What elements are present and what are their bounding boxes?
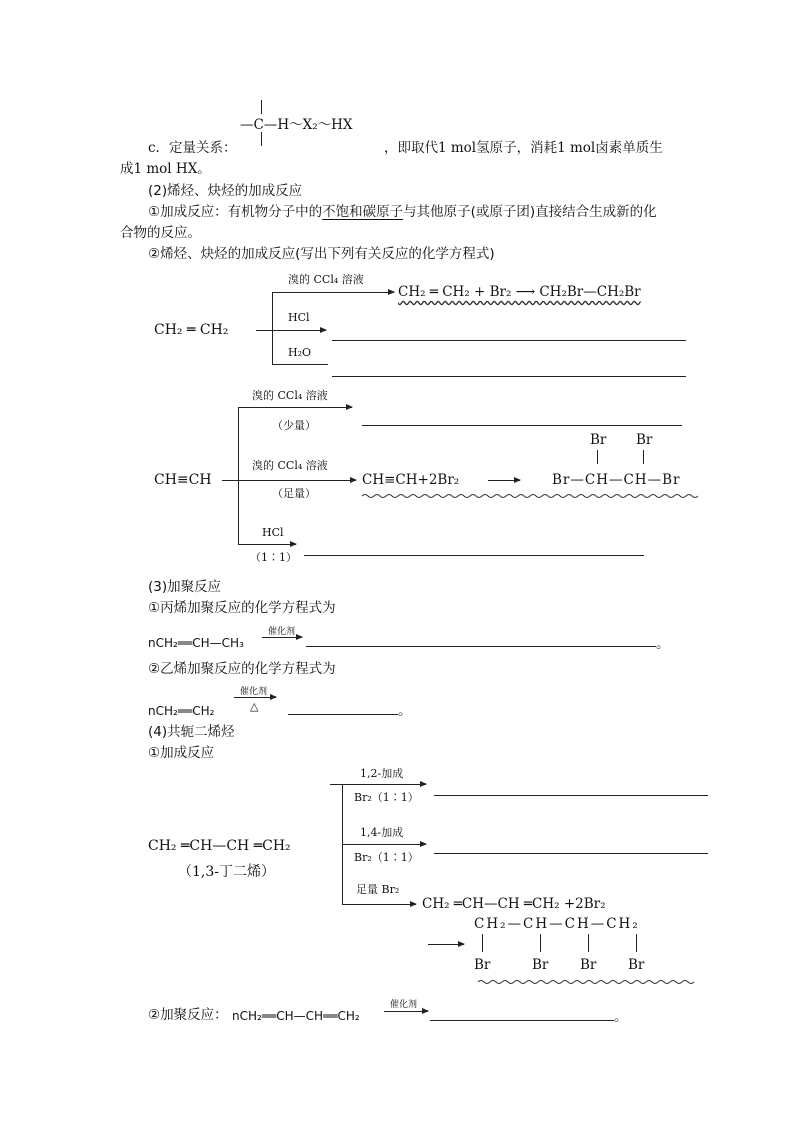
acetylene-b3-cond: （1∶1） [250,551,297,564]
butadiene-br-3: Br [580,957,597,973]
butadiene-bond-4 [636,934,637,952]
sec3-title: (3)加聚反应 [148,579,222,595]
propene-arrow [262,637,302,638]
sec4-p2: ②加聚反应： [148,1007,228,1023]
butadiene-name: （1,3-丁二烯） [178,864,275,880]
ethylene-b1-label: 溴的 CCl₄ 溶液 [288,273,364,286]
ethylene-poly-heat: △ [250,700,259,713]
butadiene-b2-blank [434,853,708,854]
c-tail: ，即取代1 mol氢原子，消耗1 mol卤素单质生 [384,140,663,156]
butadiene-b2-bot: Br₂（1∶1） [354,851,419,864]
ethylene-poly-blank [288,714,398,715]
acetylene-reactant: CH≡CH [154,472,212,488]
ethylene-poly-eq: nCH₂══CH₂ [148,704,215,718]
butadiene-bond-3 [588,934,589,952]
butadiene-arrow-1 [342,784,426,785]
acetylene-arrow-3 [238,544,296,545]
butadiene-arrow-3 [342,904,416,905]
butadiene-bracket-top [330,784,342,785]
c-tail-2: 成1 mol HX。 [120,161,211,177]
butadiene-poly-period: 。 [614,1009,628,1025]
butadiene-br-1: Br [474,957,491,973]
c-label: c．定量关系： [148,140,237,156]
ethylene-poly-catalyst: 催化剂 [240,687,268,697]
sec2-p1b: 与其他原子(或原子团)直接结合生成新的化 [403,204,657,220]
acetylene-product: Br—CH—CH—Br [552,472,681,488]
acetylene-b2-label: 溴的 CCl₄ 溶液 [252,459,328,472]
butadiene-product-arrow [428,944,464,945]
butadiene-b1-top: 1,2-加成 [360,767,404,780]
acetylene-b2-cond: （足量） [272,487,316,500]
sec2-p1-underlined: 不饱和碳原子 [322,204,404,220]
sec3-p1: ①丙烯加聚反应的化学方程式为 [148,600,336,616]
ethylene-b1-answer: CH₂ ═ CH₂ + Br₂ ⟶ CH₂Br—CH₂Br [398,284,641,300]
sec2-p2: ②烯烃、炔烃的加成反应(写出下列有关反应的化学方程式) [148,246,495,262]
butadiene-b3-product: CH₂—CH—CH—CH₂ [474,916,640,932]
acetylene-b1-label: 溴的 CCl₄ 溶液 [252,389,328,402]
sec2-p1a: ①加成反应：有机物分子中的 [148,204,323,220]
acetylene-b1-cond: （少量） [272,419,316,432]
sec4-title: (4)共轭二烯烃 [148,724,235,740]
propene-period: 。 [656,636,670,652]
butadiene-b3-top: 足量 Br₂ [356,883,400,896]
butadiene-poly-blank [430,1020,614,1021]
butadiene-bond-2 [540,934,541,952]
butadiene-br-4: Br [628,957,645,973]
butadiene-bond-1 [482,934,483,952]
acetylene-b2-answer: CH≡CH+2Br₂ [362,472,460,488]
acetylene-br-top-1: Br [590,432,607,448]
acetylene-b3-label: HCl [262,526,284,539]
butadiene-b1-blank [434,795,708,796]
ethylene-poly-period: 。 [398,703,412,719]
butadiene-br-2: Br [532,957,549,973]
propene-eq: nCH₂══CH—CH₃ [148,636,244,650]
butadiene-arrow-2 [342,844,426,845]
butadiene-b1-bot: Br₂（1∶1） [354,791,419,804]
butadiene-poly-arrow [384,1011,428,1012]
sec3-p2: ②乙烯加聚反应的化学方程式为 [148,661,336,677]
propene-catalyst: 催化剂 [268,627,296,637]
ethylene-b3-label: H₂O [288,346,312,359]
butadiene-formula: CH₂ ═CH—CH ═CH₂ [148,838,291,854]
sec2-title: (2)烯烃、炔烃的加成反应 [148,183,303,199]
ethylene-reactant: CH₂ ═ CH₂ [154,322,229,338]
butadiene-b2-top: 1,4-加成 [360,826,404,839]
butadiene-poly-eq: nCH₂══CH—CH══CH₂ [232,1009,360,1023]
acetylene-b3-blank [304,555,644,556]
butadiene-poly-catalyst: 催化剂 [390,1000,418,1010]
butadiene-b3-answer: CH₂ ═CH—CH ═CH₂ +2Br₂ [422,896,606,912]
acetylene-br-top-2: Br [636,432,653,448]
ethylene-poly-arrow [234,697,276,698]
sec4-p1: ①加成反应 [148,745,215,761]
propene-blank [306,646,656,647]
sec2-p1c: 合物的反应。 [120,225,201,241]
substitution-formula: —C—H～X₂～HX [240,117,353,133]
ethylene-b2-label: HCl [288,311,310,324]
